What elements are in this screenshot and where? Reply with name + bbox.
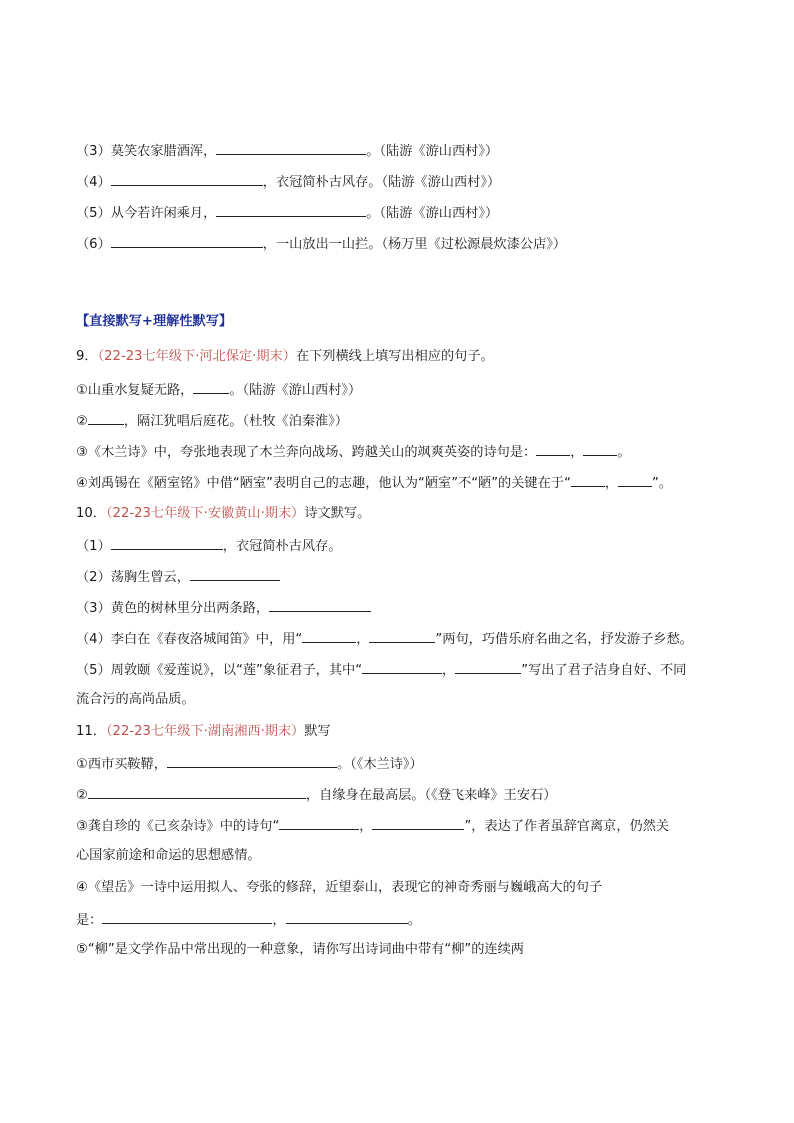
q11-item-1: ①西市买鞍鞯， 。（《木兰诗》） [76, 754, 423, 774]
answer-blank[interactable] [102, 910, 272, 924]
q9-item-3: ③《木兰诗》中，夸张地表现了木兰奔向战场、跨越关山的飒爽英姿的诗句是： ， 。 [76, 442, 631, 462]
answer-blank[interactable] [302, 629, 356, 643]
q10-item-5: （5）周敦颐《爱莲说》，以“莲”象征君子，其中“ ， ”写出了君子洁身自好、不同 [76, 660, 686, 680]
q11-item-4-answer: 是： ， 。 [76, 910, 421, 930]
question-source: （22-23七年级下·湖南湘西·期末） [105, 724, 305, 739]
question-11-title: 11．（22-23七年级下·湖南湘西·期末）默写 [76, 724, 331, 739]
answer-blank[interactable] [190, 567, 280, 581]
q11-item-2: ② ，自缘身在最高层。（《登飞来峰》王安石） [76, 785, 556, 805]
q10-item-4: （4）李白在《春夜洛城闻笛》中，用“ ， ”两句，巧借乐府名曲之名，抒发游子乡愁。 [76, 629, 693, 649]
answer-blank[interactable] [455, 660, 521, 674]
q9-item-4: ④刘禹锡在《陋室铭》中借“陋室”表明自己的志趣，他认为“陋室”不“陋”的关键在于“ ， ”。 [76, 473, 672, 493]
q11-item-4: ④《望岳》一诗中运用拟人、夸张的修辞，近望泰山，表现它的神奇秀丽与巍峨高大的句子 [76, 880, 603, 895]
answer-blank[interactable] [362, 660, 442, 674]
question-source: （22-23七年级下·安徽黄山·期末） [105, 506, 305, 521]
q11-item-5: ⑤“柳”是文学作品中常出现的一种意象，请你写出诗词曲中带有“柳”的连续两 [76, 942, 524, 957]
answer-blank[interactable] [216, 141, 366, 155]
prior-item-5: （5）从今若许闲乘月， 。（陆游《游山西村》） [76, 203, 498, 223]
question-9-title: 9．（22-23七年级下·河北保定·期末）在下列横线上填写出相应的句子。 [76, 349, 494, 364]
prior-item-4: （4） ，衣冠简朴古风存。（陆游《游山西村》） [76, 172, 500, 192]
answer-blank[interactable] [536, 442, 570, 456]
q10-item-3: （3）黄色的树林里分出两条路， [76, 598, 371, 618]
q10-item-2: （2）荡胸生曾云， [76, 567, 280, 587]
answer-blank[interactable] [193, 380, 229, 394]
answer-blank[interactable] [88, 785, 306, 799]
answer-blank[interactable] [372, 816, 464, 830]
q10-item-5-continued: 流合污的高尚品质。 [76, 692, 195, 707]
answer-blank[interactable] [88, 411, 124, 425]
answer-blank[interactable] [286, 910, 408, 924]
question-source: （22-23七年级下·河北保定·期末） [97, 349, 296, 364]
prior-item-6: （6） ，一山放出一山拦。（杨万里《过松源晨炊漆公店》） [76, 234, 566, 254]
answer-blank[interactable] [279, 816, 359, 830]
q11-item-3: ③龚自珍的《己亥杂诗》中的诗句“ ， ”，表达了作者虽辞官离京，仍然关 [76, 816, 669, 836]
answer-blank[interactable] [571, 473, 605, 487]
answer-blank[interactable] [111, 172, 263, 186]
answer-blank[interactable] [167, 754, 337, 768]
answer-blank[interactable] [583, 442, 617, 456]
q9-item-1: ①山重水复疑无路， 。（陆游《游山西村》） [76, 380, 361, 400]
answer-blank[interactable] [216, 203, 366, 217]
prior-item-3: （3）莫笑农家腊酒浑， 。（陆游《游山西村》） [76, 141, 498, 161]
q11-item-3-continued: 心国家前途和命运的思想感情。 [76, 848, 261, 863]
answer-blank[interactable] [618, 473, 652, 487]
question-10-title: 10．（22-23七年级下·安徽黄山·期末）诗文默写。 [76, 506, 371, 521]
q10-item-1: （1） ，衣冠简朴古风存。 [76, 536, 341, 556]
q9-item-2: ② ，隔江犹唱后庭花。（杜牧《泊秦淮》） [76, 411, 348, 431]
answer-blank[interactable] [111, 234, 263, 248]
answer-blank[interactable] [111, 536, 223, 550]
section-heading: 【直接默写+理解性默写】 [76, 314, 233, 329]
answer-blank[interactable] [369, 629, 435, 643]
answer-blank[interactable] [269, 598, 371, 612]
